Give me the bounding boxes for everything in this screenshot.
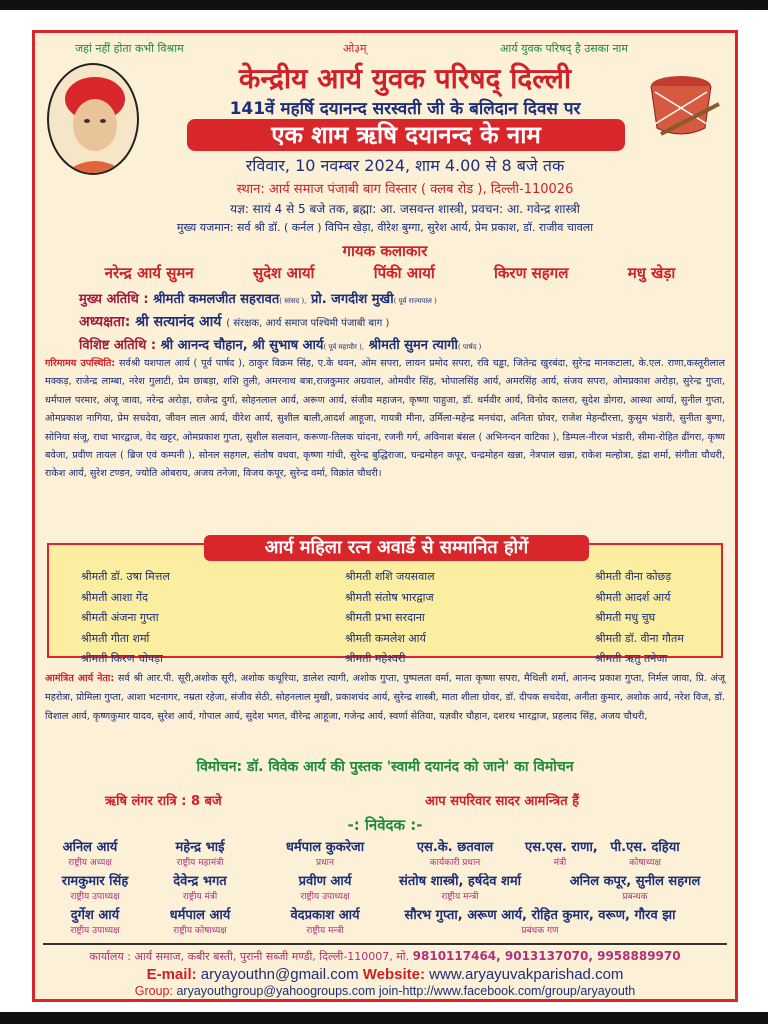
committee-member: देवेन्द्र भगत राष्ट्रीय मंत्री [173,874,227,902]
tagline-left: जहां नहीं होता कभी विश्राम [75,42,184,55]
award-heading: आर्य महिला रत्न अवार्ड से सम्मानित होगें [204,535,589,561]
bottom-black-bar [0,1012,768,1024]
award-column [345,567,435,670]
om-text: ओ३म् [343,42,367,55]
committee-member: प्रवीण आर्य राष्ट्रीय उपाध्यक्ष [298,874,352,902]
dignitaries-label: गरिमामय उपस्थिति: [45,358,116,369]
phone-numbers: 9810117464, 9013137070, 9958889970 [412,949,681,963]
committee-member: एस.के. छतवाल कार्यकारी प्रधान [416,840,494,868]
chief-guest-line: मुख्य अतिथि : श्रीमती कमलजीत सहरावत( सांसद ), प्रो. जगदीश मुखी( पूर्व राज्यपाल ) [79,292,437,307]
invited-leaders-paragraph [45,669,725,726]
book-release: विमोचन: डॉ. विवेक आर्य की पुस्तक 'स्वामी दयानंद को जाने' का विमोचन [196,759,574,775]
singers-heading: गायक कलाकार [342,242,428,260]
dignitaries-names: सर्वश्री यशपाल आर्य ( पूर्व पार्षद ), ठाकुर विक्रम सिंह, ए.के धवन, ओम सपरा, लायन प्रमोद सपरा, रवि चड्ढा, जितेन्द्र खुरबंदा, सुरेन्द्र मानकटाला, के.एल. राणा,कस्तूरीलाल मक्कड़, राजेन्द्र लाम्बा, नरेश गुलाटी, प्रेम छाबड़ा, शशि तुली, अमरनाथ बत्रा,राजकुमार अग्रवाल, ओमवीर सिंह, भोपालसिंह आर्य, अमरसिंह आर्य, संजय सपरा, ओमप्रकाश अरोड़ा, सुरेन्द्र गुप्ता, धर्मपाल परमार, अंजू जावा, नरेन्द्र अरोड़ा, राजेन्द्र दुर्गा, सोहनलाल आर्य, अरूण आर्य, संजीव महाजन, कृष्णा पाहुजा, डॉ. धर्मवीर आर्य, विनोद कालरा, सुदेश डोगरा, आस्था आर्या, सुनील गुप्ता, ओमप्रकाश नागिया, प्रेम सचदेवा, जीवन लाल आर्य, वीरेश आर्य, सुशील बाली,आदर्श आहूजा, गायत्री मीना, उर्मिला-महेन्द्र मनचंदा, अनिता ग्रोवर, राजेश मेहन्दीरत्ता, कुसुम भंडारी, सुनीता बुग्गा, सोनिया संजू, राधा भारद्वाज, वेद खट्टर, ओमप्रकाश गुप्ता, सुशील सलवान, करूणा-तिलक चांदना, रजनी गर्ग, अविनाश बंसल ( अभिनन्दन वाटिका ), डिम्पल-नीरज भंडारी, सीमा-रोहित ढींगरा, कृष्ण बवेजा, प्रवीण तायल ( ब्रिज एवं कम्पनी ), सोनल सहगल, संतोष वधवा, कृष्णा गांधी, सुरेन्द्र बुद्धिराजा, चन्द्रमोहन कपूर, चन्द्रमोहन खन्ना, नेत्रपाल खन्ना, राकेश मल्होत्रा, इंद्रा शर्मा, संगीता चौधरी, राकेश आर्य, सुरेश टण्डन, ज्योति ओबराय, अजय तनेजा, विजय कपूर, सुरेन्द्र वर्मा, विक्रांत चौधरी। [45,358,725,480]
group-line: Group: aryayouthgroup@yahoogroups.com join-http://www.facebook.com/group/aryayouth [134,984,636,998]
awardee: श्रीमती महेश्वरी [345,652,406,665]
dignitaries-paragraph [45,355,725,484]
event-poster [32,30,738,1002]
awardee: श्रीमती मधु चुघ [595,611,656,624]
invited-label: आमंत्रित आर्य नेता: [45,673,115,684]
singers-list [35,263,735,283]
awardee: श्रीमती आदर्श आर्य [595,590,671,604]
email-link[interactable]: aryayouthn@gmail.com [200,966,359,983]
committee-member: दुर्गेश आर्य राष्ट्रीय उपाध्यक्ष [70,908,120,936]
committee-member: धर्मपाल आर्य राष्ट्रीय कोषाध्यक्ष [169,908,231,936]
committee-member: वेदप्रकाश आर्य राष्ट्रीय मन्त्री [290,908,360,936]
awardee: श्रीमती डॉ. उषा मित्तल [81,570,170,583]
awardee: श्रीमती कमलेश आर्य [345,631,426,645]
awardee: श्रीमती ऋतु तनेजा [595,652,668,665]
event-date: रविवार, 10 नवम्बर 2024, शाम 4.00 से 8 बजे तक [245,156,565,175]
nivedak-heading: -: निवेदक :- [347,816,423,834]
footer-divider [43,943,727,945]
committee-member: महेन्द्र भाई राष्ट्रीय महामंत्री [175,840,225,868]
awardee: श्रीमती गीता शर्मा [81,631,150,645]
awardee: श्रीमती संतोष भारद्वाज [345,590,434,604]
tagline-right: आर्य युवक परिषद् है उसका नाम [500,42,628,55]
award-box [47,537,723,665]
awardee: श्रीमती डॉ. वीना गौतम [595,631,684,645]
facebook-link[interactable]: join-http://www.facebook.com/group/aryayouth [378,984,636,998]
contact-line: E-mail: aryayouthn@gmail.com Website: www.aryayuvakparishad.com [146,966,624,983]
langar-time: ऋषि लंगर रात्रि : 8 बजे [105,794,222,809]
special-guest-line: विशिष्ट अतिथि : श्री आनन्द चौहान, श्री सुभाष आर्य( पूर्व महापौर ), श्रीमती सुमन त्यागी( पार्षद ) [79,338,482,353]
office-address: कार्यालय : आर्य समाज, कबीर बस्ती, पुरानी सब्जी मण्डी, दिल्ली-110007, मो. 9810117464, 9013137070, 9958889970 [89,949,681,963]
award-column [81,567,170,670]
committee-member: सौरभ गुप्ता, अरूण आर्य, रोहित कुमार, वरूण, गौरव झा प्रबंधक गण [404,908,676,936]
singer-name: किरण सहगल [494,264,569,282]
yagya-details: यज्ञ: सायं 4 से 5 बजे तक, ब्रह्मा: आ. जसवन्त शास्त्री, प्रवचन: आ. गवेन्द्र शास्त्री [230,202,580,216]
singer-name: पिंकी आर्या [373,264,435,282]
chief-hosts: मुख्य यजमान: सर्व श्री डॉ. ( कर्नल ) विपिन खेड़ा, वीरेश बुग्गा, सुरेश आर्य, प्रेम प्रकाश, डॉ. राजीव चावला [176,221,594,234]
organization-title: केन्द्रीय आर्य युवक परिषद् दिल्ली [238,62,572,95]
event-venue: स्थान: आर्य समाज पंजाबी बाग विस्तार ( क्लब रोड ), दिल्ली-110026 [236,182,574,197]
event-name-banner: एक शाम ऋषि दयानन्द के नाम [187,119,625,151]
committee-member: रामकुमार सिंह राष्ट्रीय उपाध्यक्ष [61,874,129,902]
group-email-link[interactable]: aryayouthgroup@yahoogroups.com [176,984,376,998]
website-link[interactable]: www.aryayuvakparishad.com [429,966,624,983]
awardee: श्रीमती अंजना गुप्ता [81,611,159,624]
top-black-bar [0,0,768,10]
event-subtitle: 141वें महर्षि दयानन्द सरस्वती जी के बलिदान दिवस पर [229,99,581,119]
presidency-line: अध्यक्षता: श्री सत्यानंद आर्य ( संरक्षक, आर्य समाज पश्चिमी पंजाबी बाग ) [79,314,390,330]
committee-member: अनिल कपूर, सुनील सहगल प्रबन्धक [569,874,701,902]
committee-member: अनिल आर्य राष्ट्रीय अध्यक्ष [62,840,118,868]
singer-name: मधु खेड़ा [627,264,676,282]
award-column [595,567,684,670]
awardee: श्रीमती प्रभा सरदाना [345,611,425,624]
invited-names: सर्व श्री आर.पी. सूरी,अशोक सूरी, अशोक कथूरिया, डालेश त्यागी, अशोक गुप्ता, पुष्पलता वर्मा, माता कृष्णा सपरा, मैथिली शर्मा, आनन्द प्रकाश गुप्ता, निर्मल जावा, प्रि. अंजू महरोत्रा, प्रोमिला गुप्ता, आशा भटनागर, नम्रता रहेजा, संजीव सेठी, सोहनलाल मुखी, प्रकाशचंद आर्य, सुरेन्द्र शास्त्री, माता शीला ग्रोवर, डॉ. दीपक सचदेवा, अनीता कुमार, अशोक आर्य, नरेश विज, डॉ. विशाल आर्य, कृष्णकुमार यादव, सुरेश आर्य, गोपाल आर्य, सुदेश भगत, वीरेन्द्र आहूजा, गजेन्द्र आर्य, स्वर्णा सेतिया, यज्ञवीर चौहान, दशरथ भारद्वाज, प्रहलाद सिंह, अजय चौधरी, [45,673,725,722]
committee-member: संतोष शास्त्री, हर्षदेव शर्मा राष्ट्रीय मन्त्री [399,874,521,902]
committee-member: धर्मपाल कुकरेजा प्रधान [285,840,365,868]
invitation-note: आप सपरिवार सादर आमन्त्रित हैं [425,794,580,809]
committee-member: पी.एस. दहिया कोषाध्यक्ष [610,840,680,868]
awardee: श्रीमती किरण चोपड़ा [81,652,163,665]
awardee: श्रीमती वीना कोछड़ [595,570,672,583]
awardee: श्रीमती आशा गेंद [81,590,148,604]
committee-member: एस.एस. राणा, मंत्री [525,840,598,868]
singer-name: नरेन्द्र आर्य सुमन [104,264,194,282]
awardee: श्रीमती शशि जयसवाल [345,570,435,583]
singer-name: सुदेश आर्या [252,264,315,282]
